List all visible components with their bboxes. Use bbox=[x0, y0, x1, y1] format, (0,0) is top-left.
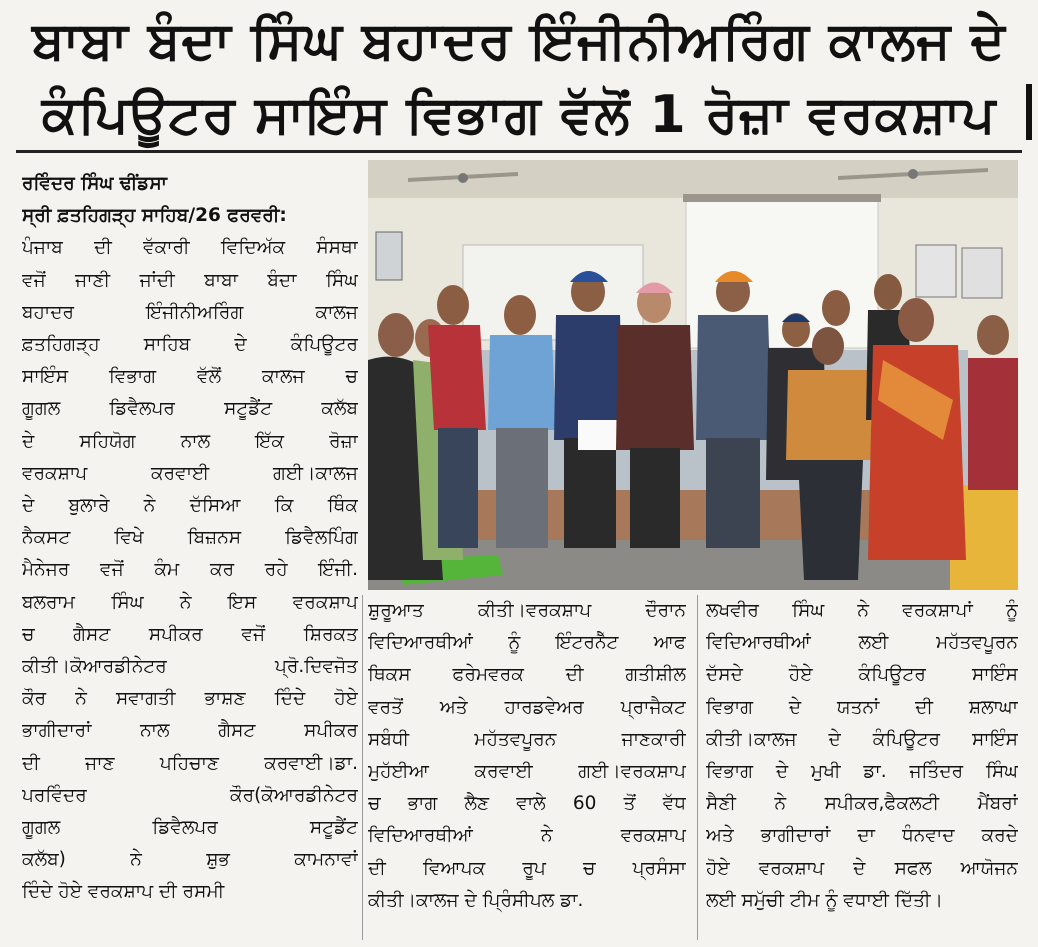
article-line: ਕੀਤੀ।ਕਾਲਜ ਦੇ ਪ੍ਰਿੰਸੀਪਲ ਡਾ. bbox=[368, 889, 584, 911]
article-line: ਦੀ ਜਾਣ ਪਹਿਚਾਣ ਕਰਵਾਈ।ਡਾ. bbox=[22, 752, 358, 774]
article-line: ਕੀਤੀ।ਕੋਆਰਡੀਨੇਟਰ ਪ੍ਰੋ.ਦਿਵਜੋਤ bbox=[22, 656, 358, 678]
article-column-3 bbox=[706, 595, 1018, 917]
article-line: ਭਾਗੀਦਾਰਾਂ ਨਾਲ ਗੈਸਟ ਸਪੀਕਰ bbox=[22, 720, 358, 742]
article-line: ਚ ਭਾਗ ਲੈਣ ਵਾਲੇ 60 ਤੋਂ ਵੱਧ bbox=[368, 793, 686, 815]
headline-line-1: ਬਾਬਾ ਬੰਦਾ ਸਿੰਘ ਬਹਾਦਰ ਇੰਜੀਨੀਅਰਿੰਗ ਕਾਲਜ ਦੇ bbox=[32, 11, 1006, 71]
article-line: ਲਖਵੀਰ ਸਿੰਘ ਨੇ ਵਰਕਸ਼ਾਪਾਂ ਨੂੰ bbox=[706, 600, 1018, 621]
headline-rule bbox=[16, 150, 1022, 153]
article-line: ਪੰਜਾਬ ਦੀ ਵੱਕਾਰੀ ਵਿਦਿਅੱਕ ਸੰਸਥਾ bbox=[22, 237, 358, 259]
dateline: ਸ੍ਰੀ ਫ਼ਤਹਿਗੜ੍ਹ ਸਾਹਿਬ/26 ਫਰਵਰੀ: bbox=[22, 205, 287, 227]
event-photo bbox=[368, 160, 1018, 590]
headline bbox=[14, 4, 1024, 152]
article-line: ਦੱਸਦੇ ਹੋਏ ਕੰਪਿਊਟਰ ਸਾਇੰਸ bbox=[706, 664, 1018, 686]
column-1-body bbox=[22, 232, 358, 908]
article-line: ਫ਼ਤਹਿਗੜ੍ਹ ਸਾਹਿਬ ਦੇ ਕੰਪਿਊਟਰ bbox=[22, 334, 358, 356]
article-line: ਬਲਰਾਮ ਸਿੰਘ ਨੇ ਇਸ ਵਰਕਸ਼ਾਪ bbox=[22, 591, 358, 613]
article-line: ਸ਼ੁਰੂਆਤ ਕੀਤੀ।ਵਰਕਸ਼ਾਪ ਦੌਰਾਨ bbox=[368, 600, 686, 621]
author-byline: ਰਵਿੰਦਰ ਸਿੰਘ ਢੀਂਡਸਾ bbox=[22, 173, 167, 194]
article-line: ਵਰਤੋਂ ਅਤੇ ਹਾਰਡਵੇਅਰ ਪ੍ਰਾਜੈਕਟ bbox=[368, 696, 686, 718]
article-line: ਵਿਦਿਆਰਥੀਆਂ ਨੇ ਵਰਕਸ਼ਾਪ bbox=[368, 825, 686, 847]
article-line: ਸਾਇੰਸ ਵਿਭਾਗ ਵੱਲੋਂ ਕਾਲਜ ਚ bbox=[22, 366, 358, 388]
article-line: ਲਈ ਸਮੁੱਚੀ ਟੀਮ ਨੂੰ ਵਧਾਈ ਦਿੱਤੀ। bbox=[706, 889, 944, 911]
column-divider bbox=[362, 595, 363, 940]
wall-frame bbox=[962, 248, 1002, 298]
page-edge-mark bbox=[1026, 84, 1032, 140]
article-line: ਗੂਗਲ ਡਿਵੈਲਪਰ ਸਟੂਡੈਂਟ bbox=[22, 817, 358, 839]
article-line: ਮੈਨੇਜਰ ਵਜੋਂ ਕੰਮ ਕਰ ਰਹੇ ਇੰਜੀ. bbox=[22, 559, 358, 581]
article-line: ਦੇ ਬੁਲਾਰੇ ਨੇ ਦੱਸਿਆ ਕਿ ਥਿੰਕ bbox=[22, 495, 358, 517]
article-line: ਦੀ ਵਿਆਪਕ ਰੂਪ ਚ ਪ੍ਰਸੰਸਾ bbox=[368, 857, 686, 879]
article-line: ਅਤੇ ਭਾਗੀਦਾਰਾਂ ਦਾ ਧੰਨਵਾਦ ਕਰਦੇ bbox=[706, 825, 1018, 847]
article-column-1 bbox=[22, 168, 358, 909]
article-line: ਵਿਭਾਗ ਦੇ ਮੁਖੀ ਡਾ. ਜਤਿੰਦਰ ਸਿੰਘ bbox=[706, 761, 1018, 783]
article-line: ਵਜੋਂ ਜਾਣੀ ਜਾਂਦੀ ਬਾਬਾ ਬੰਦਾ ਸਿੰਘ bbox=[22, 269, 358, 291]
wall-frame bbox=[376, 232, 402, 280]
article-line: ਸਬੰਧੀ ਮਹੱਤਵਪੂਰਨ ਜਾਣਕਾਰੀ bbox=[368, 728, 686, 750]
article-line: ਕੌਰ ਨੇ ਸਵਾਗਤੀ ਭਾਸ਼ਣ ਦਿੰਦੇ ਹੋਏ bbox=[22, 688, 358, 710]
group-photo-illustration bbox=[368, 160, 1018, 590]
article-line: ਵਿਭਾਗ ਦੇ ਯਤਨਾਂ ਦੀ ਸ਼ਲਾਘਾ bbox=[706, 696, 1018, 718]
article-line: ਵਿਦਿਆਰਥੀਆਂ ਲਈ ਮਹੱਤਵਪੂਰਨ bbox=[706, 632, 1018, 654]
article-line: ਬਹਾਦਰ ਇੰਜੀਨੀਅਰਿੰਗ ਕਾਲਜ bbox=[22, 301, 358, 323]
article-line: ਦਿੰਦੇ ਹੋਏ ਵਰਕਸ਼ਾਪ ਦੀ ਰਸਮੀ bbox=[22, 881, 225, 903]
headline-line-2: ਕੰਪਿਊਟਰ ਸਾਇੰਸ ਵਿਭਾਗ ਵੱਲੋਂ 1 ਰੋਜ਼ਾ ਵਰਕਸ਼ਾਪ bbox=[41, 85, 997, 145]
ceiling-fan-hub-right bbox=[908, 169, 918, 179]
article-line: ਥਿਕਸ ਫਰੇਮਵਰਕ ਦੀ ਗਤੀਸ਼ੀਲ bbox=[368, 664, 686, 686]
article-line: ਦੇ ਸਹਿਯੋਗ ਨਾਲ ਇੱਕ ਰੋਜ਼ਾ bbox=[22, 430, 358, 452]
column-divider bbox=[697, 595, 698, 940]
article-line: ਚ ਗੈਸਟ ਸਪੀਕਰ ਵਜੋਂ ਸ਼ਿਰਕਤ bbox=[22, 623, 358, 645]
article-line: ਕੀਤੀ।ਕਾਲਜ ਦੇ ਕੰਪਿਊਟਰ ਸਾਇੰਸ bbox=[706, 728, 1018, 750]
projector-screen-bar bbox=[683, 194, 881, 202]
article-line: ਪਰਵਿੰਦਰ ਕੌਰ(ਕੋਆਰਡੀਨੇਟਰ bbox=[22, 784, 358, 806]
ceiling-fan-hub-left bbox=[458, 173, 468, 183]
article-line: ਸੈਣੀ ਨੇ ਸਪੀਕਰ,ਫੈਕਲਟੀ ਮੈਂਬਰਾਂ bbox=[706, 793, 1018, 815]
article-line: ਮੁਹੱਈਆ ਕਰਵਾਈ ਗਈ।ਵਰਕਸ਼ਾਪ bbox=[368, 761, 686, 783]
article-line: ਗੂਗਲ ਡਿਵੈਲਪਰ ਸਟੂਡੈਂਟ ਕਲੱਬ bbox=[22, 398, 358, 420]
article-line: ਨੈਕਸਟ ਵਿਖੇ ਬਿਜ਼ਨਸ ਡਿਵੈਲਪਿੰਗ bbox=[22, 527, 358, 549]
wall-frame bbox=[916, 245, 956, 297]
article-column-2 bbox=[368, 595, 686, 917]
article-line: ਵਰਕਸ਼ਾਪ ਕਰਵਾਈ ਗਈ।ਕਾਲਜ bbox=[22, 462, 358, 484]
article-line: ਵਿਦਿਆਰਥੀਆਂ ਨੂੰ ਇੰਟਰਨੈੱਟ ਆਫ bbox=[368, 632, 686, 654]
article-line: ਕਲੱਬ) ਨੇ ਸ਼ੁਭ ਕਾਮਨਾਵਾਂ bbox=[22, 849, 358, 871]
article-line: ਹੋਏ ਵਰਕਸ਼ਾਪ ਦੇ ਸਫਲ ਆਯੋਜਨ bbox=[706, 857, 1018, 879]
